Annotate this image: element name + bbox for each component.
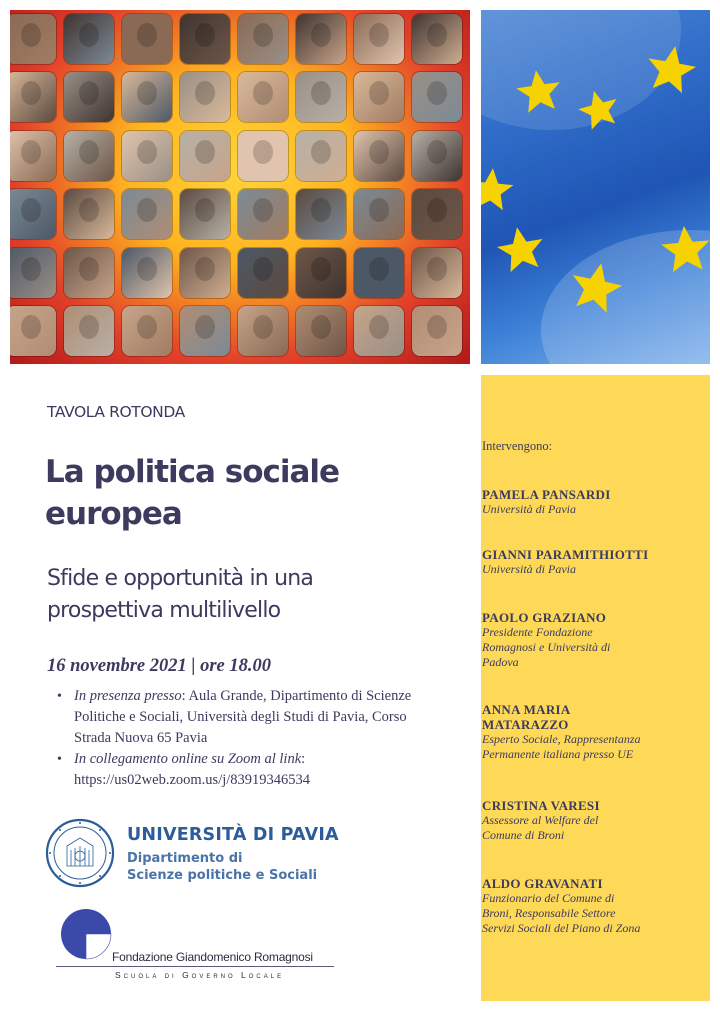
event-date: 16 novembre 2021 | ore 18.00 — [47, 656, 271, 676]
speaker — [482, 702, 704, 762]
face-photo-tile — [180, 72, 230, 122]
face-photo-tile — [354, 306, 404, 356]
face-photo-tile — [64, 14, 114, 64]
face-photo-tile — [296, 14, 346, 64]
speaker-role: Esperto Sociale, Rappresentanza — [482, 732, 641, 746]
speakers-intro: Intervengono: — [482, 439, 553, 453]
face-photo-tile — [180, 248, 230, 298]
speaker — [482, 876, 704, 936]
speaker-name: PAMELA PANSARDI — [482, 487, 611, 502]
speakers-panel — [481, 375, 710, 1001]
speaker-name: ALDO GRAVANATI — [482, 876, 603, 891]
speaker — [482, 610, 704, 670]
university-seal-icon — [45, 818, 115, 888]
speaker — [482, 487, 704, 517]
face-photo-tile — [122, 131, 172, 181]
face-photo-tile — [412, 306, 462, 356]
face-photo-tile — [238, 189, 288, 239]
face-photo-tile — [122, 306, 172, 356]
event-type-label: TAVOLA ROTONDA — [47, 403, 185, 421]
face-photo-tile — [10, 189, 56, 239]
speaker-role: Servizi Sociali del Piano di Zona — [482, 921, 641, 935]
event-subtitle: Sfide e opportunità in una prospettiva multilivello — [47, 566, 314, 623]
face-photo-tile — [354, 248, 404, 298]
star-icon — [481, 166, 515, 211]
face-photo-tile — [238, 306, 288, 356]
star-icon — [644, 42, 699, 95]
speaker-role: Università di Pavia — [482, 502, 576, 516]
face-photo-tile — [412, 248, 462, 298]
face-photo-tile — [296, 306, 346, 356]
speaker — [482, 798, 704, 843]
face-photo-tile — [238, 72, 288, 122]
speaker-role: Padova — [482, 655, 519, 669]
star-icon — [660, 224, 710, 273]
speaker-name: PAOLO GRAZIANO — [482, 610, 607, 625]
foundation-name: Fondazione Giandomenico Romagnosi — [112, 950, 313, 964]
star-icon — [575, 86, 623, 132]
face-photo-tile — [238, 14, 288, 64]
divider — [56, 966, 334, 967]
face-photo-tile — [122, 14, 172, 64]
zoom-link[interactable]: https://us02web.zoom.us/j/83919346534 — [74, 772, 311, 788]
face-photo-tile — [296, 72, 346, 122]
face-photo-tile — [10, 14, 56, 64]
face-photo-tile — [354, 72, 404, 122]
speaker-role: Comune di Broni — [482, 828, 565, 842]
eu-stars — [481, 10, 710, 364]
department-name: Dipartimento di Scienze politiche e Sociali — [127, 851, 318, 883]
star-icon — [567, 258, 626, 315]
face-photo-tile — [296, 248, 346, 298]
speaker-name: ANNA MARIA — [482, 702, 571, 717]
foundation-school: Scuola di Governo Locale — [115, 970, 285, 980]
face-photo-tile — [296, 189, 346, 239]
face-photo-tile — [412, 131, 462, 181]
face-photo-tile — [180, 131, 230, 181]
face-photo-tile — [64, 248, 114, 298]
face-photo-tile — [180, 306, 230, 356]
face-photo-tile — [64, 306, 114, 356]
face-photo-tile — [10, 72, 56, 122]
speaker-role: Presidente Fondazione — [482, 625, 593, 639]
speaker-role: Università di Pavia — [482, 562, 576, 576]
speaker-name: GIANNI PARAMITHIOTTI — [482, 547, 649, 562]
speaker-name: CRISTINA VARESI — [482, 798, 600, 813]
speaker-role: Romagnosi e Università di — [482, 640, 611, 654]
star-icon — [494, 223, 547, 273]
face-photo-tile — [10, 306, 56, 356]
face-photo-tile — [10, 248, 56, 298]
face-photo-tile — [122, 72, 172, 122]
event-title: La politica sociale europea — [45, 454, 340, 532]
face-photo-tile — [122, 248, 172, 298]
speaker — [482, 547, 704, 577]
face-photo-tile — [354, 189, 404, 239]
face-photo-tile — [238, 131, 288, 181]
face-photo-tile — [64, 131, 114, 181]
speaker-name: MATARAZZO — [482, 717, 569, 732]
face-photo-tile — [64, 189, 114, 239]
list-item: • In presenza presso: Aula Grande, Dipartimento di Scienze Politiche e Sociali, Università degli Studi di Pavia, Corso Strada Nuova 65 Pavia — [57, 686, 417, 749]
list-item: • In collegamento online su Zoom al link: https://us02web.zoom.us/j/83919346534 — [57, 749, 417, 791]
speaker-role: Broni, Responsabile Settore — [482, 906, 616, 920]
star-icon — [514, 67, 563, 114]
university-name: UNIVERSITÀ DI PAVIA — [127, 825, 339, 845]
face-photo-tile — [354, 131, 404, 181]
face-photo-tile — [296, 131, 346, 181]
speaker-role: Assessore al Welfare del — [482, 813, 599, 827]
foundation-logo-icon — [60, 908, 112, 960]
speaker-role: Permanente italiana presso UE — [482, 747, 634, 761]
speaker-role: Funzionario del Comune di — [482, 891, 615, 905]
face-photo-tile — [180, 14, 230, 64]
face-photo-tile — [412, 72, 462, 122]
faces-collage-image — [10, 10, 470, 364]
face-photo-tile — [412, 189, 462, 239]
face-photo-tile — [122, 189, 172, 239]
face-photo-tile — [64, 72, 114, 122]
eu-flag-image — [481, 10, 710, 364]
event-details-list — [57, 686, 417, 791]
face-photo-tile — [412, 14, 462, 64]
face-photo-tile — [180, 189, 230, 239]
face-photo-tile — [10, 131, 56, 181]
face-photo-tile — [354, 14, 404, 64]
face-photo-tile — [238, 248, 288, 298]
